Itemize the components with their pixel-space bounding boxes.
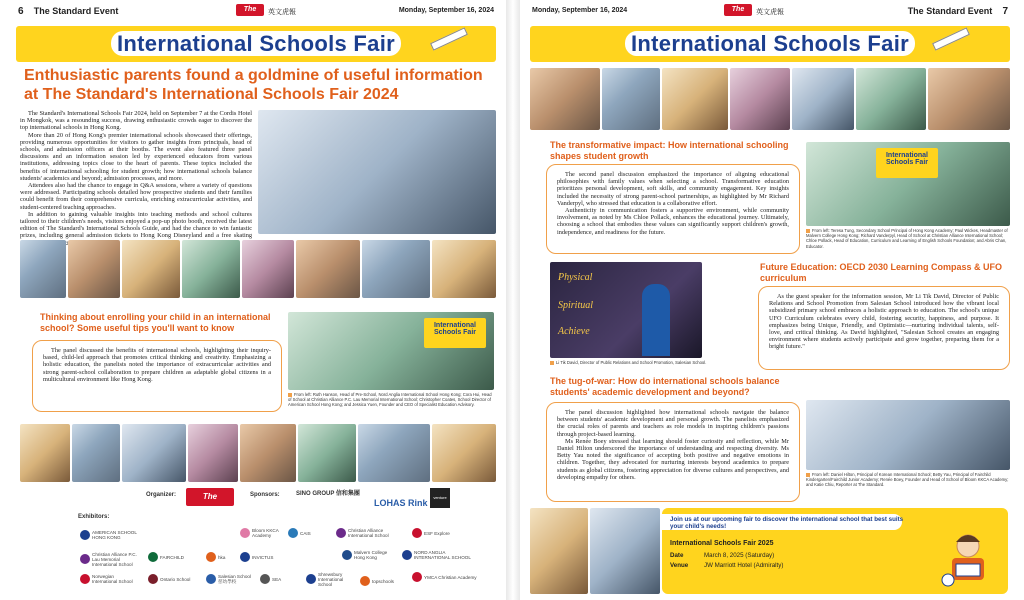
event-photo bbox=[188, 424, 238, 482]
exhibitor-logo: FAIRCHILD bbox=[148, 550, 200, 564]
event-photo bbox=[122, 240, 180, 298]
organizer-label: Organizer: bbox=[146, 492, 177, 498]
exhibitor-logo: hka bbox=[206, 550, 236, 564]
subhead-tips: Thinking about enrolling your child in an international school? Some useful tips you'll want to know bbox=[40, 312, 271, 333]
issue-date: Monday, September 16, 2024 bbox=[398, 7, 494, 14]
exhibitor-logo: Christian Alliance P.C. Lau Memorial International School bbox=[80, 552, 138, 566]
panel-one-text: The panel discussed the benefits of international schools, highlighting their inquiry-based, child-led approach that promotes critical thinking and creativity. Emphasizing a holistic education, the panelists noted the importance of extracurricular activities and strong parent-school collaboration to prepare children as adaptable global citizens in a multicultural environment like Hong Kong. bbox=[43, 347, 271, 383]
sponsor-logo: LOHAS Rink bbox=[374, 498, 428, 508]
logo-chinese: 英文虎報 bbox=[268, 9, 296, 16]
logo-chinese: 英文虎報 bbox=[756, 9, 784, 16]
exhibitor-logo: SEA bbox=[260, 572, 300, 586]
event-photo bbox=[242, 240, 294, 298]
exhibitor-logo: AMERICAN SCHOOL HONG KONG bbox=[80, 528, 138, 542]
child-reading-icon bbox=[938, 528, 998, 590]
intro-paragraph: The Standard's International Schools Fair 2024, held on September 7 at the Cordis Hotel in Mongkok, was a resounding success, drawing enthusiastic crowds eager to discover the top international schools in Hong Kong. bbox=[20, 110, 252, 132]
banner-title: International Schools Fair bbox=[625, 31, 915, 56]
headline: Enthusiastic parents found a goldmine of useful information at The Standard's International Schools Fair 2024 bbox=[24, 67, 483, 103]
standard-logo: The Standard bbox=[724, 6, 755, 25]
cta-date: March 8, 2025 (Saturday) bbox=[704, 552, 775, 559]
event-photo bbox=[730, 68, 790, 130]
exhibitor-logo: INVICTUS bbox=[240, 550, 296, 564]
standard-logo: The Standard bbox=[236, 6, 267, 25]
panel-two-text: The second panel discussion emphasized the importance of aligning educational philosophies with family values when selecting a school. Transformative education prioritizes personal development, soft skills, and community engagement. Key insights included the necessity of strong parent-school partnerships, as highlighted by Mr Richard Vanderpyl, who stressed that education is a collaborative effort. bbox=[557, 171, 789, 207]
page-7 bbox=[520, 0, 1020, 600]
intro-paragraph: Attendees also had the chance to engage in Q&A sessions, where a variety of questions were addressed. Participating schools detailed how prospective students and their families could benefit from their comprehensive curricula, enriching extracurricular activities, and student-centered teaching approaches. bbox=[20, 182, 252, 211]
organizer-logo: The Standard bbox=[186, 488, 234, 506]
cta-venue: JW Marriott Hotel (Admiralty) bbox=[704, 562, 784, 569]
exhibitor-logo: Shrewsbury International School bbox=[306, 572, 356, 586]
slide-word: Physical bbox=[558, 272, 593, 283]
exhibitor-logo: Ontario School bbox=[148, 572, 200, 586]
page-header bbox=[18, 6, 494, 25]
panel-three-text: The panel discussion highlighted how international schools navigate the balance between students' academic development and personal growth. The panelists emphasized the crucial roles of parents and teachers as role models in inspiring children's passions through project-based learning. bbox=[557, 409, 789, 438]
exhibitor-logo: Christian Alliance International School bbox=[336, 526, 398, 540]
stage-banner: International Schools Fair bbox=[876, 148, 938, 178]
speaker-photo bbox=[550, 262, 702, 358]
panel-two-text: Authenticity in communication fosters a supportive environment, while community involvement, as noted by Ms Chloe Pollack, enhances the educational journey. Ultimately, choosing a school that embodies these values can significantly support children's growth, independence, and readiness for the future. bbox=[557, 207, 789, 236]
page-gutter bbox=[506, 0, 520, 600]
sponsors-label: Sponsors: bbox=[250, 492, 280, 498]
exhibitor-logo: Malvern College Hong Kong bbox=[342, 548, 392, 562]
fair-banner bbox=[16, 26, 496, 62]
panel-three-photo bbox=[806, 400, 1010, 470]
intro-paragraph: In addition to gaining valuable insights into teaching methods and school cultures tailored to their children's needs, visitors enjoyed a pop-up photo booth, received the latest edition of The Standard's International Schools Guide, and had the chance to win fantastic prizes, including general admission tickets to Hong Kong Disneyland and a free skating bbox=[20, 210, 252, 240]
event-name: The Standard Event bbox=[33, 6, 119, 16]
event-photo bbox=[530, 508, 588, 594]
event-photo bbox=[296, 240, 360, 298]
stage-banner: International Schools Fair bbox=[424, 318, 486, 348]
slide-word: Achieve bbox=[558, 326, 590, 337]
exhibitor-logo: Salesian School 慈幼學校 bbox=[206, 572, 256, 586]
page-number: 6 bbox=[18, 6, 24, 17]
exhibitor-logo: NORD ANGLIA INTERNATIONAL SCHOOL bbox=[402, 548, 482, 562]
panel-two-box bbox=[546, 164, 800, 254]
page-6 bbox=[6, 0, 506, 600]
slide-word: Spiritual bbox=[558, 300, 594, 311]
event-photo bbox=[182, 240, 240, 298]
event-photo bbox=[358, 424, 430, 482]
subhead-future-education: Future Education: OECD 2030 Learning Compass & UFO curriculum bbox=[760, 262, 1003, 283]
intro-paragraph: More than 20 of Hong Kong's premier international schools showcased their offerings, providing numerous opportunities for visitors to gather insights from principals, head of schools, and admission officers at their booths. The event also featured three panel discussions and an information session led by experienced educators from various institutions, addressing topics close to the heart of parents. These topics included the benefits of international schooling for student growth; how international schools balance students' academics and beyond; admission processes, and more. bbox=[20, 131, 252, 182]
subhead-tug-of-war: The tug-of-war: How do international schools balance students' academic development and beyond? bbox=[550, 376, 780, 397]
panel-one-photo bbox=[288, 312, 494, 390]
subhead-transformative: The transformative impact: How international schooling shapes student growth bbox=[550, 140, 789, 161]
event-photo bbox=[530, 68, 600, 130]
exhibitor-logo: YMCA Christian Academy bbox=[412, 570, 482, 584]
event-name: The Standard Event bbox=[907, 6, 993, 16]
event-photo bbox=[68, 240, 120, 298]
event-photo bbox=[20, 240, 66, 298]
crowd-photo bbox=[258, 110, 496, 234]
event-photo bbox=[792, 68, 854, 130]
page-header bbox=[532, 6, 1008, 25]
info-session-text: As the guest speaker for the information session, Mr Li Tik David, Director of Public Relations and School Promotion from Salesian School introduced how the vibrant local subsidized primary school embraces a holistic approach to education. The school's unique UFO Curriculum celebrates every child, fostering security, happiness, and purpose. It emphasizes being Unique, Friendly, and Optimistic—nurturing individual talents, self-love, and critical thinking. As David highlighted, "Salesian School creates an engaging environment where students actively participate and grow together, preparing them for a bright future." bbox=[769, 293, 999, 351]
info-session-box bbox=[758, 286, 1010, 370]
page-number: 7 bbox=[1002, 6, 1008, 17]
exhibitor-logo: Norwegian International School bbox=[80, 572, 138, 586]
cta-line: Join us at our upcoming fair to discover the international school that best suits your child's needs! bbox=[670, 516, 904, 530]
exhibitors-label: Exhibitors: bbox=[78, 514, 110, 520]
cta-panel bbox=[662, 508, 1008, 594]
panel-three-text: Ms Renée Boey stressed that learning should foster curiosity and reflection, while Mr Daniel Hilton underscored the importance of understanding and respecting diversity. Ms Betty Yau noted the significance of accepting both positive and negative emotions in children. Together, they advocated for nurturing interests beyond academics to prepare students as global citizens, fostering appreciation for diverse cultures and perspectives, and developing empathy for others. bbox=[557, 437, 789, 481]
exhibitor-logo: ESF Explore bbox=[412, 526, 472, 540]
panel-one-caption: From left: Ruth Hanson, Head of Pre-School, Nord Anglia International School Hong Kong; Cora Hui, Head of School at Christian Alliance P.C. Lau Memorial International School; Christopher Coates, School Director of American School Hong Kong; and Jessica Yuen, Founder and CEO of Specialist Education Advisory. bbox=[288, 392, 494, 408]
event-photo bbox=[662, 68, 728, 130]
cta-venue-label: Venue bbox=[670, 562, 689, 569]
panel-three-box bbox=[546, 402, 800, 502]
fair-banner bbox=[530, 26, 1010, 62]
event-photo bbox=[362, 240, 430, 298]
panel-two-photo bbox=[806, 142, 1010, 226]
exhibitor-logo: topschools bbox=[360, 574, 408, 588]
cta-date-label: Date bbox=[670, 552, 684, 559]
event-photo bbox=[590, 508, 660, 594]
event-photo bbox=[928, 68, 1010, 130]
sponsor-logo: venture bbox=[430, 488, 450, 508]
panel-two-caption: From left: Teresa Tung, Secondary School Principal of Hong Kong Academy; Paul Wickes, Headmaster of Malvern College Hong Kong; Richard Vanderpyl, Head of School at Christian Alliance International School; Chloe Pollack, Head of Education, Curriculum and Learning of English Schools Foundation; and Abris Chan, Educator. bbox=[806, 228, 1010, 249]
issue-date: Monday, September 16, 2024 bbox=[532, 7, 628, 14]
event-photo bbox=[432, 424, 496, 482]
intro-text bbox=[20, 110, 252, 247]
exhibitor-logo: Bloom KKCA Academy bbox=[240, 526, 288, 540]
panel-one-box bbox=[32, 340, 282, 412]
event-photo bbox=[432, 240, 496, 298]
event-photo bbox=[602, 68, 660, 130]
panel-three-caption: From left: Daniel Hilton, Principal of Korean International School; Betty Yau, Principal of Fairchild Kindergarten/Fairchild Junior Academy; Renée Boey, Founder and Head of School of Bloom KKCA Academy; and Katie Chiu, Reporter at The Standard. bbox=[806, 472, 1009, 488]
event-photo bbox=[298, 424, 356, 482]
cta-fair-name: International Schools Fair 2025 bbox=[670, 540, 774, 547]
event-photo bbox=[240, 424, 296, 482]
event-photo bbox=[20, 424, 70, 482]
exhibitor-logo: CAIS bbox=[288, 526, 334, 540]
speaker-figure bbox=[642, 284, 670, 356]
event-photo bbox=[122, 424, 186, 482]
sponsor-logo: SINO GROUP 信和集團 bbox=[296, 491, 360, 497]
banner-title: International Schools Fair bbox=[111, 31, 401, 56]
event-photo bbox=[72, 424, 120, 482]
speaker-caption: Li Tik David, Director of Public Relations and School Promotion, Salesian School. bbox=[550, 360, 730, 365]
event-photo bbox=[856, 68, 926, 130]
